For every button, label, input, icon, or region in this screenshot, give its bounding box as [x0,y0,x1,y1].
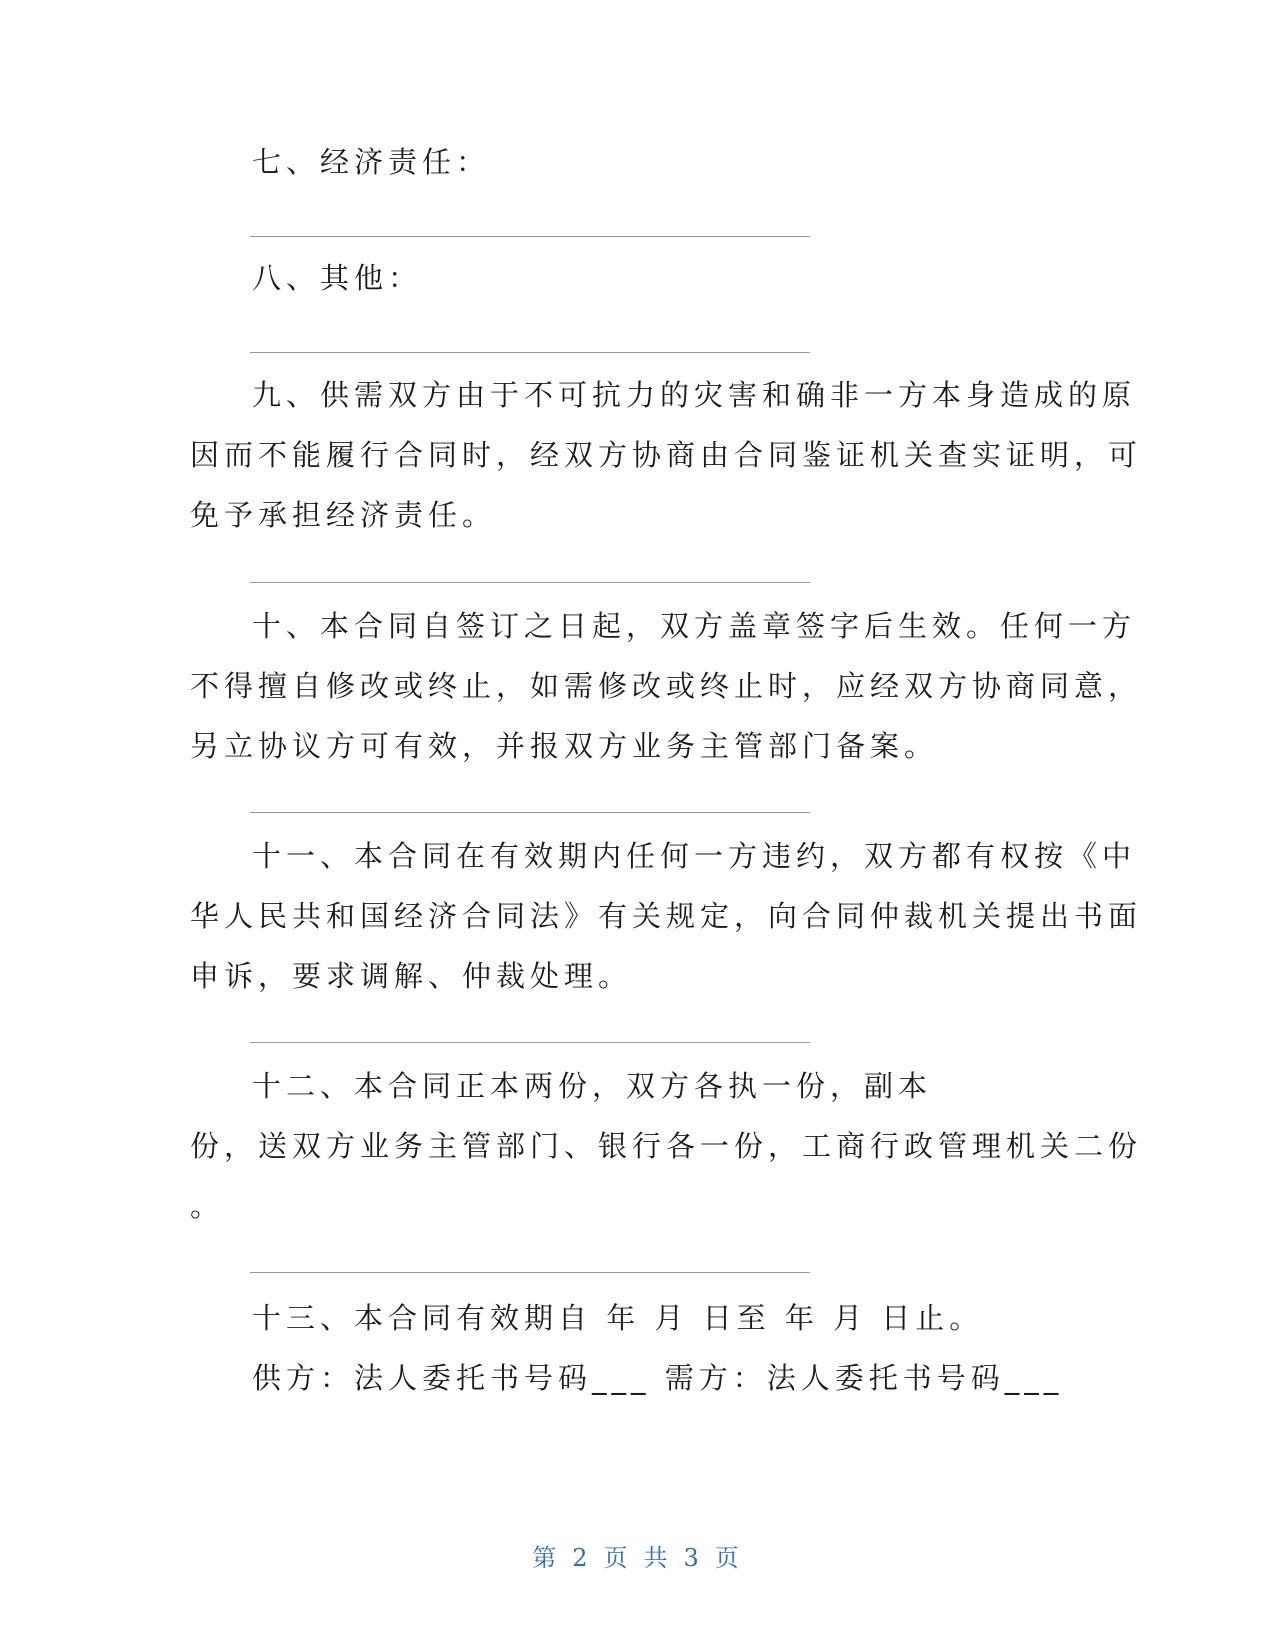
section-8 [190,248,1070,308]
separator-line [250,352,810,353]
section-13 [190,1288,1070,1408]
section-13-line-1: 十三、本合同有效期自 年 月 日至 年 月 日止。 [252,1301,984,1335]
section-11-line-1: 十一、本合同在有效期内任何一方违约，双方都有权按《中 [252,839,1137,873]
page-label-gong: 共 [643,1544,672,1572]
separator-line [250,1272,810,1273]
section-10-line-2: 不得擅自修改或终止，如需修改或终止时，应经双方协商同意， [190,669,1143,703]
section-9-line-3: 免予承担经济责任。 [190,498,497,532]
section-12-line-3: 。 [190,1189,225,1223]
separator-line [250,812,810,813]
section-12 [190,1056,1143,1236]
section-11-line-3: 申诉，要求调解、仲裁处理。 [190,959,633,993]
section-13-line-2: 供方：法人委托书号码___ 需方：法人委托书号码___ [252,1361,1064,1395]
section-8-line-1: 八、其他： [252,261,423,295]
page-total-number: 3 [683,1544,703,1572]
separator-line [250,1042,810,1043]
page-indicator [0,1538,1275,1573]
page-current-number: 2 [572,1544,592,1572]
section-7-line-1: 七、经济责任： [252,145,491,179]
section-9 [190,365,1143,545]
page-label-ye-2: 页 [714,1544,743,1572]
separator-line [250,582,810,583]
section-11 [190,826,1143,1006]
section-11-line-2: 华人民共和国经济合同法》有关规定，向合同仲裁机关提出书面 [190,899,1143,933]
page-label-ye: 页 [603,1544,632,1572]
page-label-di: 第 [532,1544,561,1572]
section-10-line-3: 另立协议方可有效，并报双方业务主管部门备案。 [190,729,939,763]
section-10 [190,596,1143,776]
section-9-line-1: 九、供需双方由于不可抗力的灾害和确非一方本身造成的原 [252,378,1137,412]
section-10-line-1: 十、本合同自签订之日起，双方盖章签字后生效。任何一方 [252,609,1137,643]
section-12-line-1: 十二、本合同正本两份，双方各执一份，副本 [252,1069,933,1103]
section-12-line-2: 份，送双方业务主管部门、银行各一份，工商行政管理机关二份 [190,1129,1143,1163]
separator-line [250,236,810,237]
section-7 [190,132,1070,192]
section-9-line-2: 因而不能履行合同时，经双方协商由合同鉴证机关查实证明，可 [190,438,1143,472]
